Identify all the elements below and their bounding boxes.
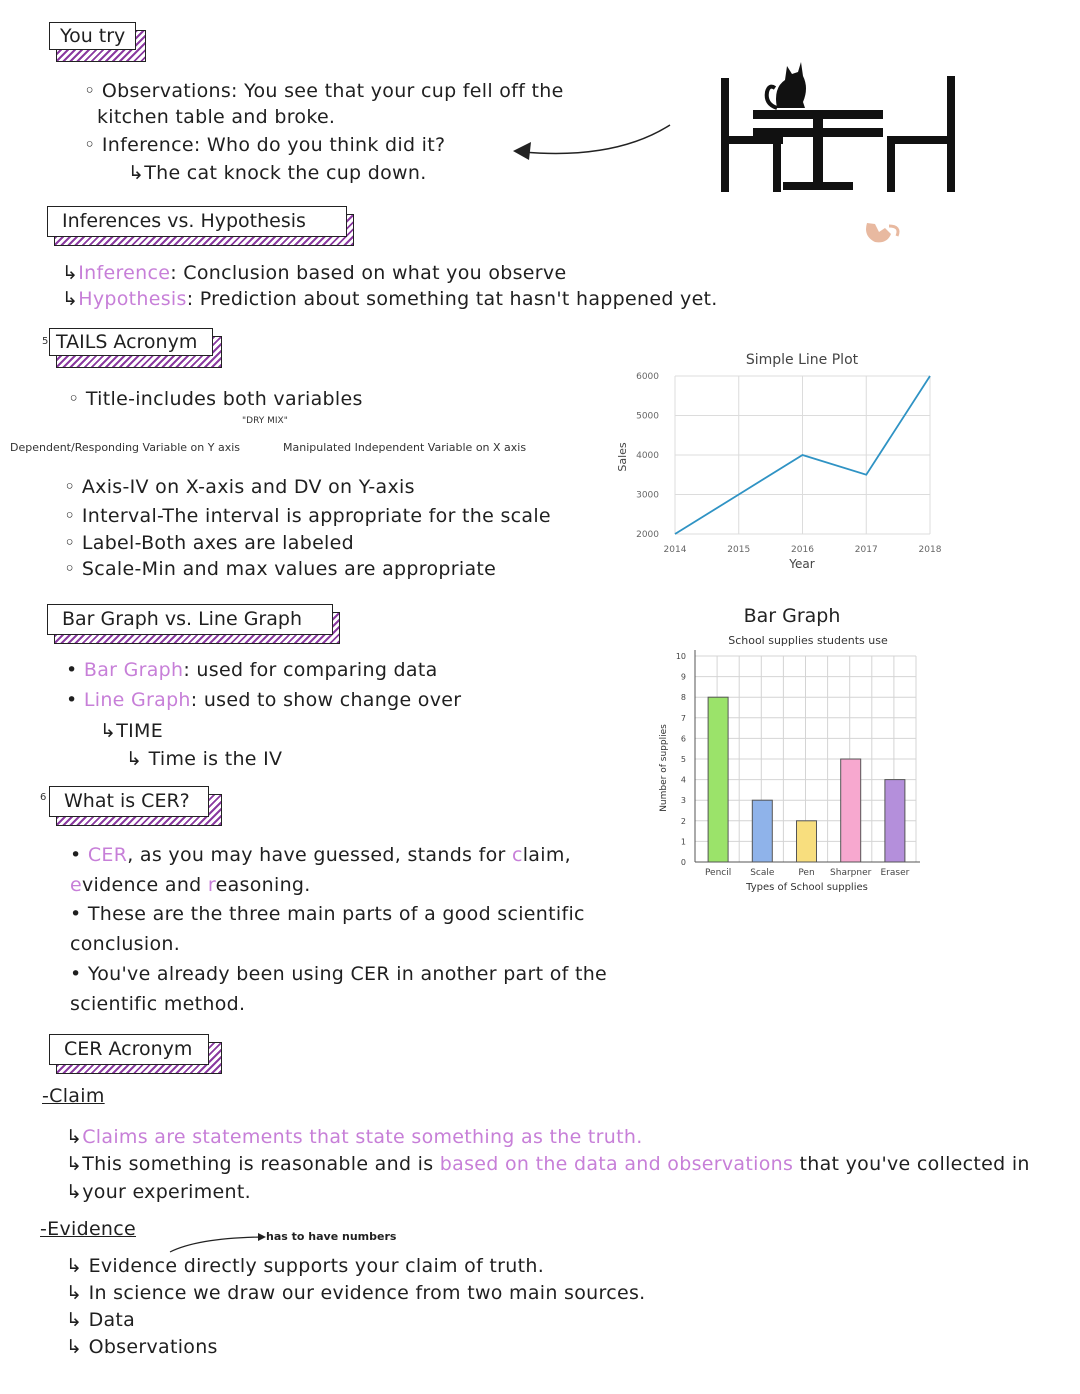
dependent-note: Dependent/Responding Variable on Y axis (10, 441, 241, 454)
cer-heading: What is CER? (49, 786, 209, 817)
cer-acronym-heading: CER Acronym (49, 1034, 209, 1065)
line-chart-y-tick: 5000 (636, 411, 659, 422)
inference-answer: ↳The cat knock the cup down. (128, 162, 427, 184)
line-chart (610, 345, 960, 580)
evidence-line-1: ↳ Evidence directly supports your claim of truth. (66, 1255, 545, 1277)
page-number: 6 (40, 792, 47, 803)
bar-chart-y-tick: 7 (680, 713, 686, 723)
bar-line-heading: Bar Graph vs. Line Graph (47, 604, 333, 635)
cer-p3: • You've already been using CER in another part of the (70, 963, 608, 985)
curved-arrow-icon (505, 120, 675, 170)
bar-chart-x-tick: Sharpner (830, 868, 872, 878)
bar-chart-x-tick: Pencil (704, 868, 732, 878)
bar-sharpner (841, 759, 861, 862)
bar-chart-y-tick: 10 (675, 652, 686, 661)
line-chart-title: Simple Line Plot (745, 352, 859, 368)
bar-chart-y-tick: 8 (680, 693, 686, 703)
cer-p2-cont: conclusion. (70, 933, 181, 955)
line-chart-y-tick: 3000 (636, 490, 659, 501)
bar-scale (752, 800, 772, 862)
bar-pen (797, 821, 817, 862)
bar-eraser (885, 780, 905, 862)
inference-question: ◦ Inference: Who do you think did it? (84, 134, 446, 156)
line-chart-xlabel: Year (789, 557, 815, 571)
cer-p2: • These are the three main parts of a good scientific (70, 903, 585, 925)
bar-chart-ylabel: Number of supplies (659, 724, 669, 812)
line-chart-y-tick: 6000 (636, 372, 659, 382)
claim-line-1: ↳Claims are statements that state something as the truth. (66, 1126, 643, 1148)
inference-definition: ↳Inference: Conclusion based on what you observe (62, 262, 567, 284)
bar-chart-y-tick: 0 (680, 858, 686, 867)
bar-graph-def: • Bar Graph: used for comparing data (66, 659, 438, 681)
bar-chart-y-tick: 3 (680, 796, 686, 806)
claim-line-3: ↳your experiment. (66, 1181, 251, 1203)
bar-chart-x-tick: Scale (750, 868, 775, 878)
claim-line-2: ↳This something is reasonable and is based on the data and observations that you've collected in (66, 1153, 1030, 1175)
tails-interval-item: ◦ Interval-The interval is appropriate for the scale (64, 505, 551, 527)
page-number: 5 (42, 336, 49, 347)
observations-text: ◦ Observations: You see that your cup fell off the (84, 80, 564, 102)
bar-chart (650, 598, 940, 903)
evidence-line-2: ↳ In science we draw our evidence from two main sources. (66, 1282, 646, 1304)
numbers-arrow-icon (168, 1228, 268, 1254)
dry-mix-note: "DRY MIX" (242, 416, 288, 426)
line-chart-x-tick: 2018 (918, 545, 942, 555)
tails-title-item: ◦ Title-includes both variables (68, 388, 363, 410)
bar-pencil (708, 697, 728, 862)
bar-chart-subtitle: School supplies students use (728, 634, 888, 647)
manipulated-note: Manipulated Independent Variable on X axis (283, 441, 527, 454)
bar-chart-title: Bar Graph (743, 605, 841, 627)
line-chart-y-tick: 4000 (636, 451, 659, 461)
tails-label-item: ◦ Label-Both axes are labeled (64, 532, 354, 554)
line-chart-x-tick: 2015 (727, 545, 751, 555)
bar-chart-y-tick: 6 (680, 734, 686, 744)
line-chart-ylabel: Sales (616, 442, 629, 472)
observations-cont: kitchen table and broke. (97, 106, 336, 128)
bar-chart-y-tick: 1 (680, 837, 686, 847)
tails-scale-item: ◦ Scale-Min and max values are appropriate (64, 558, 497, 580)
bar-chart-y-tick: 9 (680, 672, 686, 682)
line-chart-x-tick: 2014 (663, 545, 687, 555)
evidence-line-3: ↳ Data (66, 1309, 136, 1331)
bar-chart-y-tick: 5 (680, 755, 686, 764)
bar-chart-x-tick: Eraser (880, 868, 910, 878)
numbers-note: has to have numbers (266, 1230, 397, 1243)
bar-chart-x-tick: Pen (798, 868, 815, 878)
inf-hyp-heading: Inferences vs. Hypothesis (47, 206, 347, 237)
tails-axis-item: ◦ Axis-IV on X-axis and DV on Y-axis (64, 476, 415, 498)
cer-p3-cont: scientific method. (70, 993, 246, 1015)
claim-heading: -Claim (42, 1085, 105, 1107)
tails-heading: TAILS Acronym (49, 328, 213, 356)
hypothesis-definition: ↳Hypothesis: Prediction about something tat hasn't happened yet. (62, 288, 718, 310)
evidence-heading: -Evidence (40, 1218, 137, 1240)
cer-p1-cont: evidence and reasoning. (70, 874, 311, 896)
cer-p1: • CER, as you may have guessed, stands for claim, (70, 844, 571, 866)
line-chart-x-tick: 2016 (791, 545, 814, 555)
evidence-line-4: ↳ Observations (66, 1336, 218, 1358)
bar-chart-y-tick: 4 (680, 775, 686, 785)
you-try-heading: You try (49, 22, 136, 50)
line-chart-y-tick: 2000 (636, 530, 659, 540)
bar-chart-xlabel: Types of School supplies (746, 882, 868, 893)
cat-on-table-illustration (715, 58, 965, 248)
time-iv-note: ↳ Time is the IV (126, 748, 283, 770)
line-graph-def: • Line Graph: used to show change over (66, 689, 462, 711)
line-chart-x-tick: 2017 (854, 545, 878, 555)
time-note: ↳TIME (100, 720, 164, 742)
bar-chart-y-tick: 2 (680, 816, 686, 826)
